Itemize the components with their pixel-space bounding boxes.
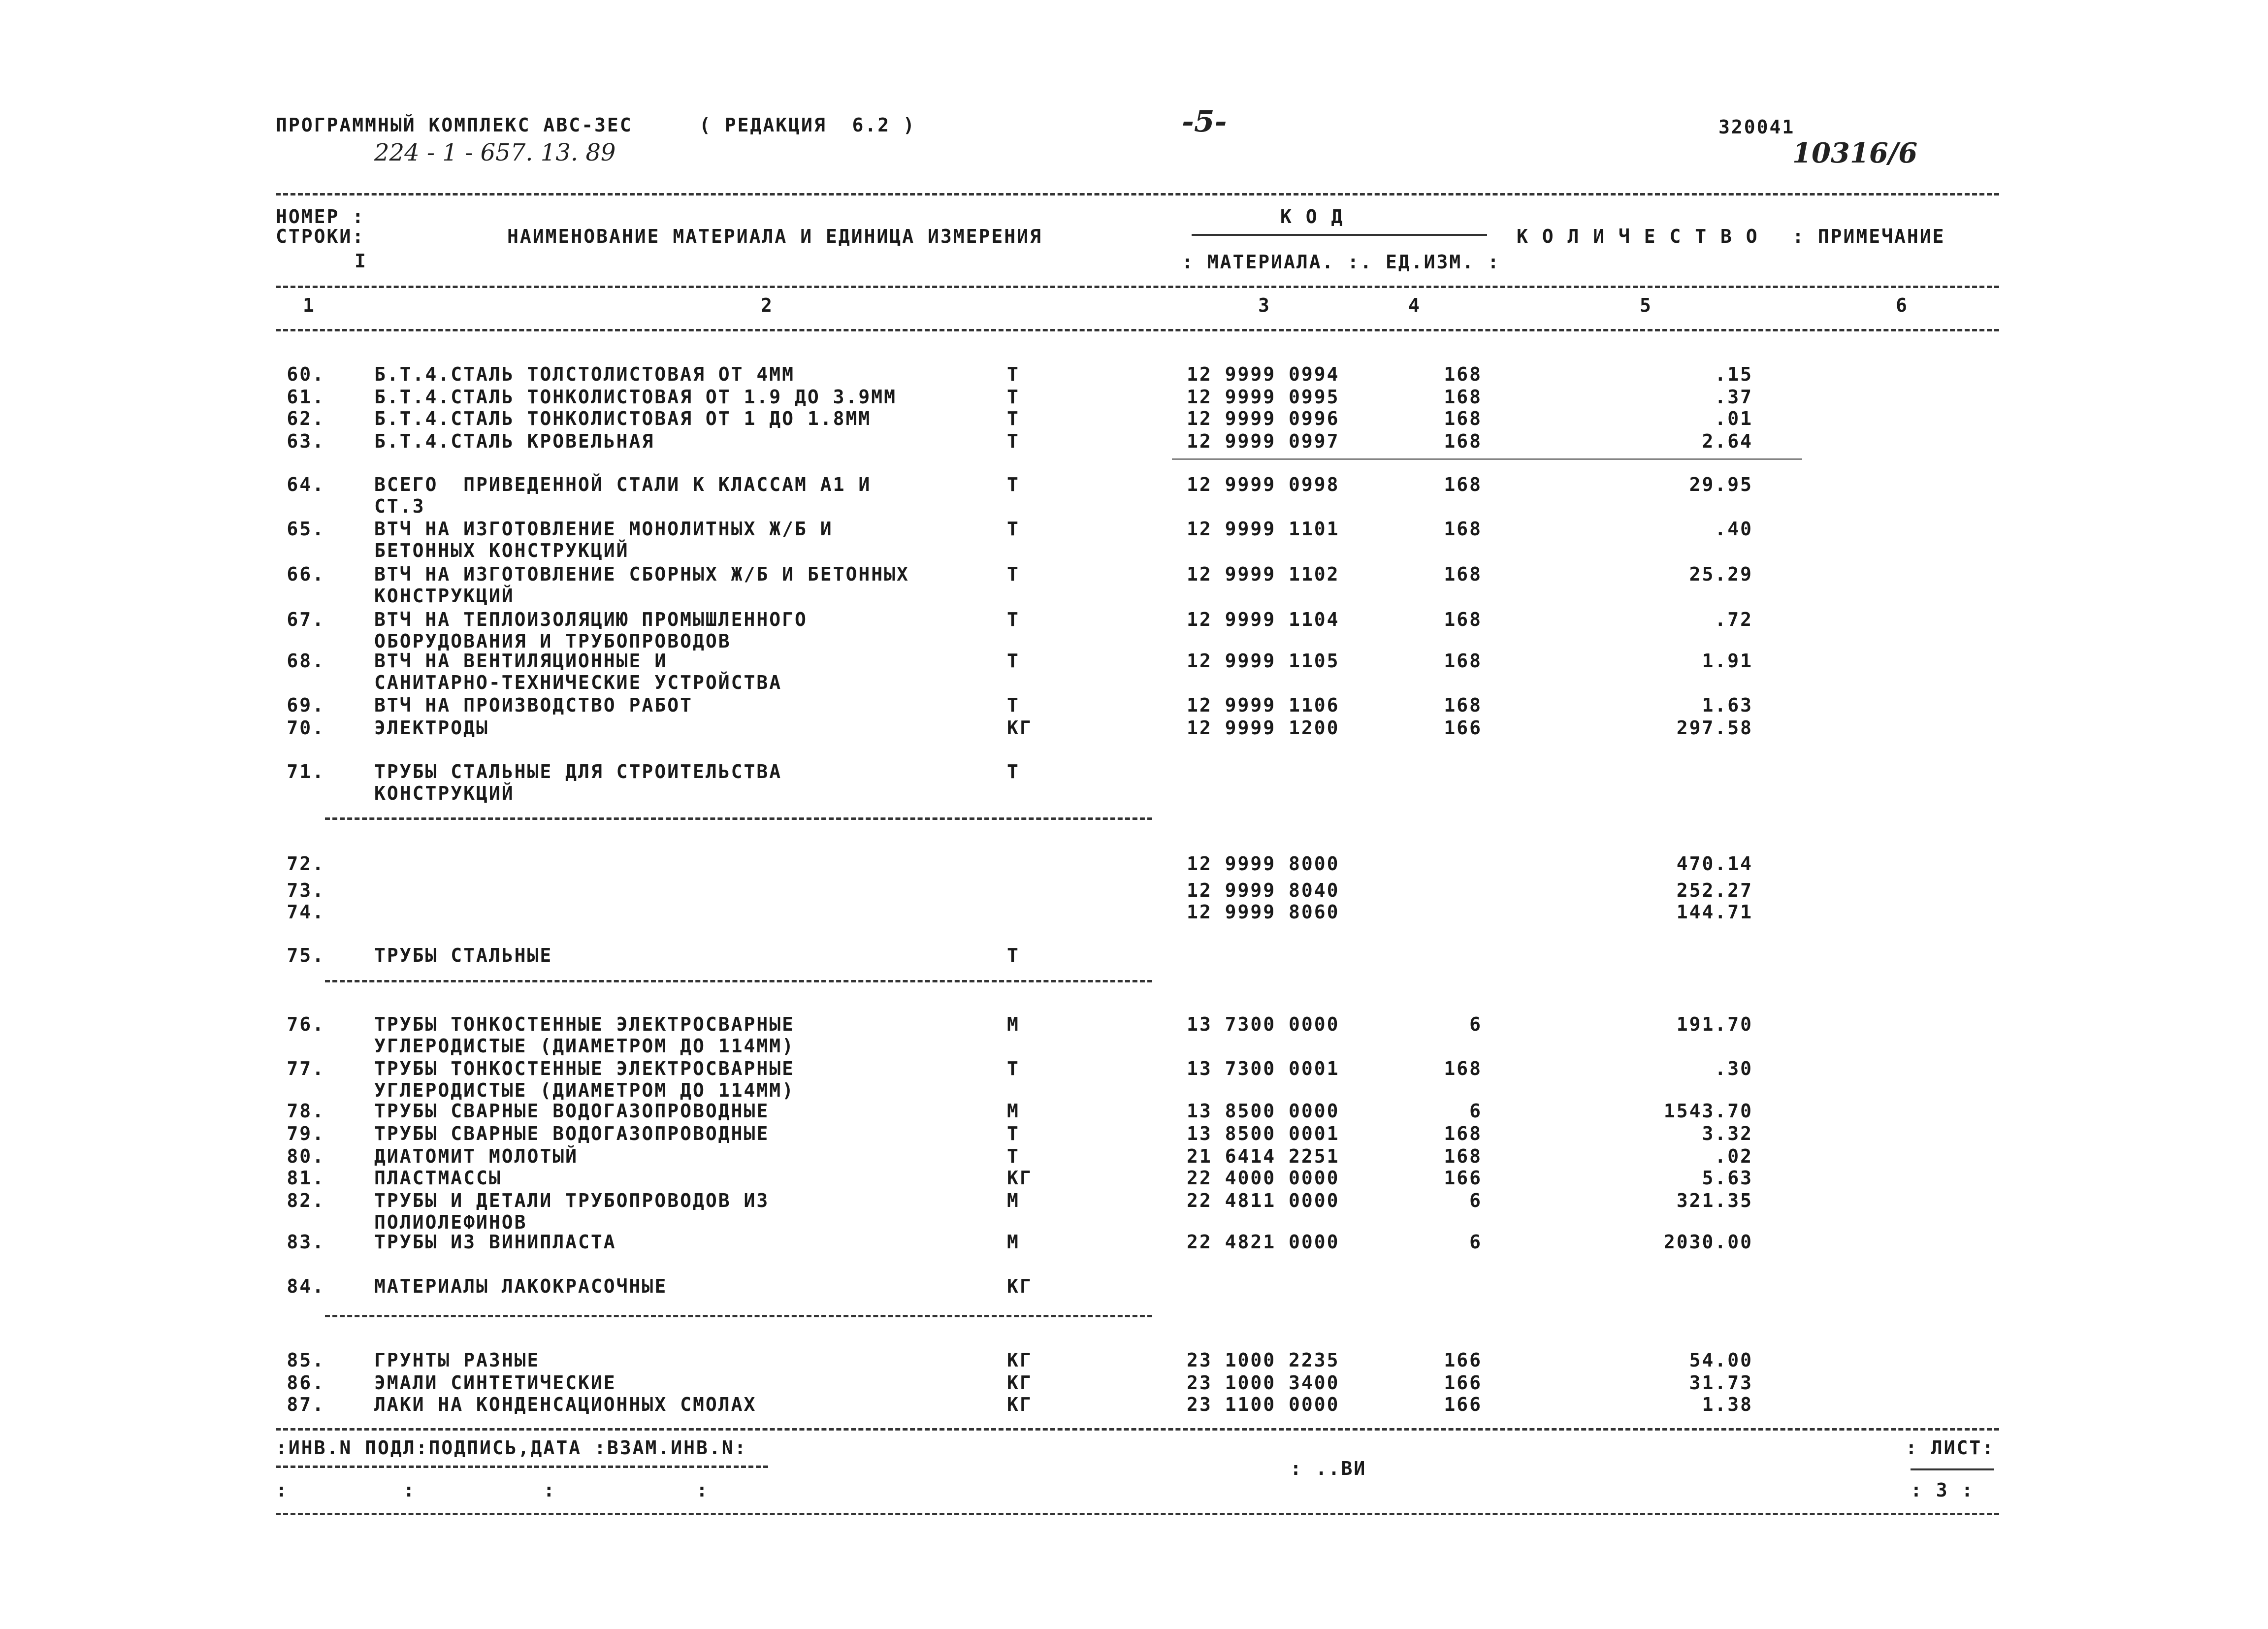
material-name-cont: БЕТОННЫХ КОНСТРУКЦИЙ [374,540,629,561]
row-number: 85. [287,1349,325,1371]
row-number: 66. [287,563,325,585]
material-code: 12 9999 0998 [1187,474,1340,495]
unit-of-measure: Т [1007,363,1020,385]
material-code: 12 9999 1105 [1187,650,1340,672]
material-code: 22 4821 0000 [1187,1231,1340,1253]
quantity: .40 [1715,518,1753,540]
quantity: 1.38 [1702,1394,1753,1415]
material-code: 12 9999 1102 [1187,563,1340,585]
material-code: 12 9999 0994 [1187,363,1340,385]
stamp-labels: :ИНВ.N ПОДЛ:ПОДПИСЬ,ДАТА :ВЗАМ.ИНВ.N: [276,1437,747,1459]
material-name: Б.Т.4.СТАЛЬ ТОНКОЛИСТОВАЯ ОТ 1.9 ДО 3.9ММ [374,386,897,408]
material-name-cont: ОБОРУДОВАНИЯ И ТРУБОПРОВОДОВ [374,630,731,652]
material-code: 12 9999 8000 [1187,853,1340,875]
unit-of-measure: КГ [1007,1372,1033,1394]
material-name-cont: КОНСТРУКЦИЙ [374,585,515,607]
col-index-2: 2 [761,294,774,316]
unit-code: 166 [1444,1167,1482,1189]
unit-of-measure: Т [1007,430,1020,452]
unit-code: 168 [1444,609,1482,630]
material-name-cont: САНИТАРНО-ТЕХНИЧЕСКИЕ УСТРОЙСТВА [374,672,782,693]
quantity: .72 [1715,609,1753,630]
section-rule [325,980,1152,982]
material-name-cont: УГЛЕРОДИСТЫЕ (ДИАМЕТРОМ ДО 114ММ) [374,1035,795,1057]
row-number: 80. [287,1145,325,1167]
unit-of-measure: Т [1007,650,1020,672]
material-name: Б.Т.4.СТАЛЬ КРОВЕЛЬНАЯ [374,430,655,452]
row-number: 70. [287,717,325,739]
unit-of-measure: КГ [1007,1394,1033,1415]
unit-code: 6 [1469,1231,1482,1253]
row-number: 60. [287,363,325,385]
material-code: 23 1000 3400 [1187,1372,1340,1394]
unit-of-measure: Т [1007,386,1020,408]
handwritten-reference: 224 - 1 - 657. 13. 89 [374,139,616,166]
unit-code: 168 [1444,518,1482,540]
header-note: : ПРИМЕЧАНИЕ [1792,226,1945,247]
quantity: 31.73 [1689,1372,1753,1394]
material-code: 12 9999 8060 [1187,901,1340,923]
material-code: 12 9999 0996 [1187,408,1340,429]
unit-of-measure: М [1007,1231,1020,1253]
row-number: 62. [287,408,325,429]
unit-code: 166 [1444,717,1482,739]
row-number: 68. [287,650,325,672]
material-name: ВСЕГО ПРИВЕДЕННОЙ СТАЛИ К КЛАССАМ А1 И [374,474,872,495]
quantity: 1.91 [1702,650,1753,672]
material-code: 13 8500 0001 [1187,1123,1340,1144]
col-index-4: 4 [1408,294,1421,316]
sheet-rule [1911,1468,1994,1470]
unit-of-measure: КГ [1007,1349,1033,1371]
unit-code: 168 [1444,363,1482,385]
stamp-marks: : : : : [276,1479,709,1501]
unit-code: 6 [1469,1190,1482,1211]
material-code: 12 9999 0997 [1187,430,1340,452]
quantity: 1543.70 [1663,1100,1753,1122]
quantity: 2030.00 [1663,1231,1753,1253]
row-number: 75. [287,945,325,966]
quantity: 5.63 [1702,1167,1753,1189]
material-name: ЭЛЕКТРОДЫ [374,717,489,739]
quantity: 252.27 [1676,880,1753,901]
unit-of-measure: КГ [1007,1275,1033,1297]
material-code: 13 7300 0000 [1187,1013,1340,1035]
material-name: МАТЕРИАЛЫ ЛАКОКРАСОЧНЫЕ [374,1275,668,1297]
material-code: 23 1100 0000 [1187,1394,1340,1415]
material-name: ЭМАЛИ СИНТЕТИЧЕСКИЕ [374,1372,616,1394]
unit-code: 168 [1444,694,1482,716]
unit-code: 6 [1469,1013,1482,1035]
unit-of-measure: Т [1007,1123,1020,1144]
section-rule [325,817,1152,820]
quantity: 1.63 [1702,694,1753,716]
row-number: 86. [287,1372,325,1394]
header-code-subcolumns: : МАТЕРИАЛА. :. ЕД.ИЗМ. : [1182,251,1500,273]
section-rule [325,1315,1152,1317]
unit-code: 168 [1444,430,1482,452]
material-name: ВТЧ НА ПРОИЗВОДСТВО РАБОТ [374,694,693,716]
material-code: 22 4811 0000 [1187,1190,1340,1211]
unit-code: 168 [1444,650,1482,672]
unit-code: 168 [1444,1145,1482,1167]
material-name-cont: УГЛЕРОДИСТЫЕ (ДИАМЕТРОМ ДО 114ММ) [374,1079,795,1101]
material-name: ТРУБЫ СВАРНЫЕ ВОДОГАЗОПРОВОДНЫЕ [374,1123,770,1144]
material-code: 23 1000 2235 [1187,1349,1340,1371]
material-name: ВТЧ НА ТЕПЛОИЗОЛЯЦИЮ ПРОМЫШЛЕННОГО [374,609,808,630]
handwritten-number: 10316/6 [1792,137,1918,169]
row-number: 79. [287,1123,325,1144]
material-name-cont: ПОЛИОЛЕФИНОВ [374,1211,527,1233]
row-number: 83. [287,1231,325,1253]
quantity: .02 [1715,1145,1753,1167]
program-title: ПРОГРАММНЫЙ КОМПЛЕКС АВС-ЗЕС [276,114,633,136]
row-number: 82. [287,1190,325,1211]
material-name: Б.Т.4.СТАЛЬ ТОНКОЛИСТОВАЯ ОТ 1 ДО 1.8ММ [374,408,872,429]
unit-code: 168 [1444,563,1482,585]
quantity: .15 [1715,363,1753,385]
unit-of-measure: Т [1007,474,1020,495]
row-number: 77. [287,1058,325,1079]
material-code: 12 9999 1104 [1187,609,1340,630]
col-index-6: 6 [1896,294,1909,316]
row-number: 87. [287,1394,325,1415]
row-number: 64. [287,474,325,495]
unit-of-measure: Т [1007,1145,1020,1167]
material-name: ТРУБЫ И ДЕТАЛИ ТРУБОПРОВОДОВ ИЗ [374,1190,770,1211]
row-number: 73. [287,880,325,901]
material-name: ЛАКИ НА КОНДЕНСАЦИОННЫХ СМОЛАХ [374,1394,757,1415]
row-number: 84. [287,1275,325,1297]
quantity: .37 [1715,386,1753,408]
material-name: ТРУБЫ ТОНКОСТЕННЫЕ ЭЛЕКТРОСВАРНЫЕ [374,1058,795,1079]
header-code-rule [1192,234,1487,236]
material-name: ВТЧ НА ВЕНТИЛЯЦИОННЫЕ И [374,650,668,672]
header-row-number-l1: НОМЕР : [276,206,365,228]
material-name: ТРУБЫ СТАЛЬНЫЕ [374,945,553,966]
quantity: 25.29 [1689,563,1753,585]
row-number: 67. [287,609,325,630]
material-code: 13 8500 0000 [1187,1100,1340,1122]
row-number: 71. [287,761,325,782]
unit-code: 168 [1444,1058,1482,1079]
page-marker: -5- [1182,104,1227,139]
quantity: 29.95 [1689,474,1753,495]
row-number: 74. [287,901,325,923]
unit-code: 168 [1444,386,1482,408]
unit-of-measure: М [1007,1013,1020,1035]
material-name: ТРУБЫ ИЗ ВИНИПЛАСТА [374,1231,616,1253]
quantity: .30 [1715,1058,1753,1079]
unit-code: 168 [1444,408,1482,429]
quantity: 321.35 [1676,1190,1753,1211]
row-number: 76. [287,1013,325,1035]
sheet-label: : ЛИСТ: [1906,1437,1995,1459]
row-number: 78. [287,1100,325,1122]
document-code: 320041 [1718,116,1795,138]
quantity: 2.64 [1702,430,1753,452]
unit-of-measure: Т [1007,518,1020,540]
total-separator [1172,458,1802,462]
material-code: 12 9999 1101 [1187,518,1340,540]
material-code: 21 6414 2251 [1187,1145,1340,1167]
unit-of-measure: Т [1007,945,1020,966]
header-quantity: К О Л И Ч Е С Т В О [1517,226,1759,247]
material-name: ТРУБЫ ТОНКОСТЕННЫЕ ЭЛЕКТРОСВАРНЫЕ [374,1013,795,1035]
material-code: 12 9999 1106 [1187,694,1340,716]
rule [276,286,1999,288]
unit-of-measure: Т [1007,609,1020,630]
rule [276,193,1999,195]
header-name: НАИМЕНОВАНИЕ МАТЕРИАЛА И ЕДИНИЦА ИЗМЕРЕНИЯ [507,226,1042,247]
unit-of-measure: М [1007,1100,1020,1122]
unit-of-measure: Т [1007,563,1020,585]
col-index-3: 3 [1258,294,1271,316]
material-name: ВТЧ НА ИЗГОТОВЛЕНИЕ СБОРНЫХ Ж/Б И БЕТОННЫХ [374,563,909,585]
header-code-group: К О Д [1280,206,1344,228]
unit-of-measure: Т [1007,1058,1020,1079]
rule [276,1428,1999,1431]
unit-code: 166 [1444,1394,1482,1415]
quantity: 54.00 [1689,1349,1753,1371]
header-row-number-l3: I [355,250,367,272]
quantity: 191.70 [1676,1013,1753,1035]
material-code: 12 9999 8040 [1187,880,1340,901]
sheet-number: : 3 : [1911,1479,1975,1501]
row-number: 61. [287,386,325,408]
material-name-cont: СТ.3 [374,495,425,517]
material-name: Б.Т.4.СТАЛЬ ТОЛСТОЛИСТОВАЯ ОТ 4ММ [374,363,795,385]
unit-of-measure: Т [1007,761,1020,782]
quantity: 144.71 [1676,901,1753,923]
header-row-number-l2: СТРОКИ: [276,226,365,247]
material-name: ДИАТОМИТ МОЛОТЫЙ [374,1145,579,1167]
quantity: 470.14 [1676,853,1753,875]
material-name: ВТЧ НА ИЗГОТОВЛЕНИЕ МОНОЛИТНЫХ Ж/Б И [374,518,833,540]
unit-of-measure: М [1007,1190,1020,1211]
quantity: 297.58 [1676,717,1753,739]
material-code: 12 9999 1200 [1187,717,1340,739]
unit-of-measure: КГ [1007,1167,1033,1189]
material-name: ПЛАСТМАССЫ [374,1167,502,1189]
quantity: 3.32 [1702,1123,1753,1144]
unit-code: 166 [1444,1372,1482,1394]
unit-code: 168 [1444,1123,1482,1144]
row-number: 72. [287,853,325,875]
material-code: 12 9999 0995 [1187,386,1340,408]
unit-of-measure: КГ [1007,717,1033,739]
unit-code: 166 [1444,1349,1482,1371]
rule [276,1513,1999,1515]
rule [276,329,1999,331]
material-code: 22 4000 0000 [1187,1167,1340,1189]
row-number: 69. [287,694,325,716]
unit-code: 168 [1444,474,1482,495]
col-index-1: 1 [303,294,316,316]
row-number: 65. [287,518,325,540]
material-name: ГРУНТЫ РАЗНЫЕ [374,1349,540,1371]
material-code: 13 7300 0001 [1187,1058,1340,1079]
quantity: .01 [1715,408,1753,429]
edition-label: ( РЕДАКЦИЯ 6.2 ) [699,114,916,136]
material-name: ТРУБЫ СВАРНЫЕ ВОДОГАЗОПРОВОДНЫЕ [374,1100,770,1122]
row-number: 81. [287,1167,325,1189]
unit-code: 6 [1469,1100,1482,1122]
stamp-rule [276,1466,768,1468]
unit-of-measure: Т [1007,408,1020,429]
row-number: 63. [287,430,325,452]
unit-of-measure: Т [1007,694,1020,716]
stamp-center: : ..ВИ [1290,1458,1367,1479]
material-name-cont: КОНСТРУКЦИЙ [374,782,515,804]
col-index-5: 5 [1640,294,1652,316]
material-name: ТРУБЫ СТАЛЬНЫЕ ДЛЯ СТРОИТЕЛЬСТВА [374,761,782,782]
